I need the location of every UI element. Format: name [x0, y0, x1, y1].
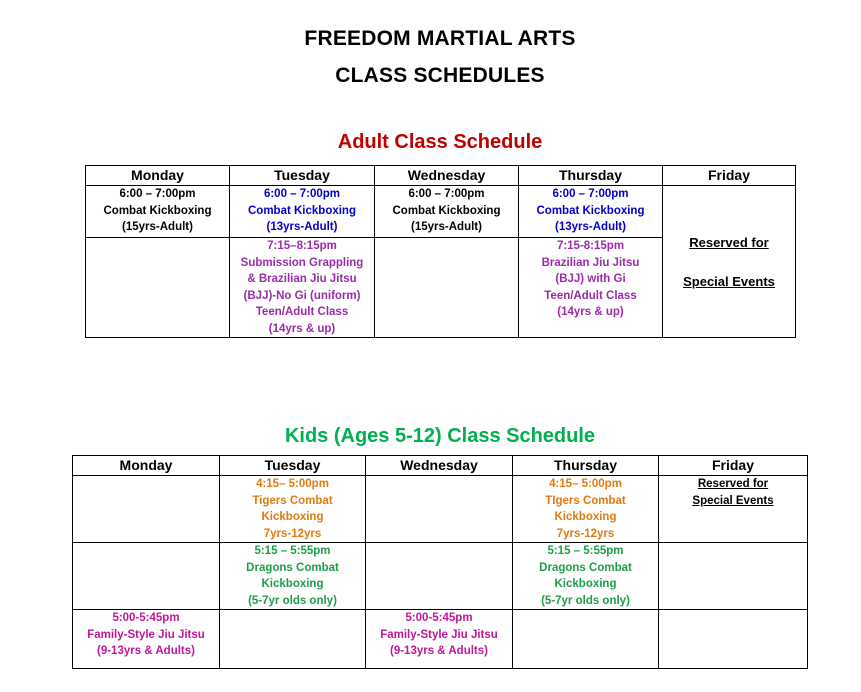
- kids-header-row: [73, 456, 808, 476]
- class-name: Kickboxing: [261, 578, 324, 590]
- kids-row-1: [73, 476, 808, 543]
- class-name: Family-Style Jiu Jitsu: [87, 628, 205, 641]
- adult-wednesday-class: [375, 186, 519, 238]
- class-name: Combat Kickboxing: [392, 204, 501, 217]
- reserved-label: Reserved for: [697, 478, 769, 490]
- kids-wednesday-empty: [366, 476, 513, 543]
- class-time: 5:00-5:45pm: [405, 612, 473, 624]
- reserved-label: Reserved for: [689, 234, 769, 250]
- class-name: Combat Kickboxing: [103, 204, 212, 217]
- kids-friday-empty: [659, 610, 808, 669]
- class-detail: (BJJ)-No Gi (uniform): [243, 289, 361, 302]
- class-name: Dragons Combat: [539, 561, 632, 574]
- kids-header-monday: Monday: [73, 456, 220, 476]
- class-name: Family-Style Jiu Jitsu: [380, 628, 498, 641]
- class-name: Submission Grappling: [240, 256, 364, 269]
- class-ages: (14yrs & up): [268, 322, 336, 335]
- adult-row-1: [86, 186, 796, 238]
- class-time: 5:15 – 5:55pm: [254, 545, 331, 557]
- kids-tuesday-class-2: [220, 543, 366, 610]
- class-time: 6:00 – 7:00pm: [119, 188, 196, 200]
- class-ages: (5-7yr olds only): [248, 594, 337, 607]
- adult-header-wednesday: Wednesday: [375, 166, 519, 186]
- adult-schedule-table: [85, 165, 796, 338]
- adult-header-friday: Friday: [663, 166, 796, 186]
- kids-schedule-table: [72, 455, 808, 669]
- kids-monday-empty: [73, 476, 220, 543]
- adult-thursday-class-2: [519, 238, 663, 338]
- class-ages: (13yrs-Adult): [555, 221, 626, 233]
- class-name: Dragons Combat: [246, 561, 339, 574]
- class-level: Teen/Adult Class: [255, 306, 349, 318]
- kids-thursday-class: [513, 476, 659, 543]
- class-time: 5:00-5:45pm: [112, 612, 180, 624]
- class-time: 4:15– 5:00pm: [549, 478, 622, 490]
- kids-friday-empty: [659, 543, 808, 610]
- adult-header-thursday: Thursday: [519, 166, 663, 186]
- class-ages: (9-13yrs & Adults): [97, 645, 195, 657]
- class-ages: (15yrs-Adult): [122, 221, 193, 233]
- kids-thursday-empty: [513, 610, 659, 669]
- class-ages: (14yrs & up): [557, 306, 624, 318]
- kids-monday-class: [73, 610, 220, 669]
- class-time: 6:00 – 7:00pm: [263, 188, 341, 200]
- special-events-label: Special Events: [692, 494, 774, 507]
- class-ages: 7yrs-12yrs: [263, 527, 322, 540]
- class-time: 4:15– 5:00pm: [256, 478, 329, 490]
- class-time: 6:00 – 7:00pm: [408, 188, 485, 200]
- kids-header-tuesday: Tuesday: [220, 456, 366, 476]
- class-name: Kickboxing: [554, 578, 617, 590]
- kids-thursday-class-2: [513, 543, 659, 610]
- page-title: FREEDOM MARTIAL ARTS: [304, 27, 576, 50]
- adult-header-row: [86, 166, 796, 186]
- special-events-label: Special Events: [683, 273, 775, 289]
- adult-monday-empty: [86, 238, 230, 338]
- adult-tuesday-class-2: [230, 238, 375, 338]
- adult-monday-class: [86, 186, 230, 238]
- adult-tuesday-class: [230, 186, 375, 238]
- adult-schedule-title: Adult Class Schedule: [337, 131, 543, 153]
- class-name: Combat Kickboxing: [248, 204, 356, 217]
- class-name: Kickboxing: [261, 511, 324, 523]
- class-name: Kickboxing: [554, 511, 617, 523]
- class-name: TIgers Combat: [545, 494, 626, 507]
- kids-tuesday-empty: [220, 610, 366, 669]
- adult-wednesday-empty: [375, 238, 519, 338]
- class-time: 5:15 – 5:55pm: [547, 545, 624, 557]
- adult-header-monday: Monday: [86, 166, 230, 186]
- class-time: 6:00 – 7:00pm: [552, 188, 629, 200]
- class-ages: (13yrs-Adult): [266, 221, 338, 233]
- kids-schedule-title: Kids (Ages 5-12) Class Schedule: [284, 425, 596, 447]
- page-subtitle: CLASS SCHEDULES: [335, 64, 545, 87]
- class-time: 7:15-8:15pm: [556, 240, 625, 252]
- kids-header-friday: Friday: [659, 456, 808, 476]
- kids-wednesday-empty: [366, 543, 513, 610]
- kids-tuesday-class: [220, 476, 366, 543]
- class-ages: (15yrs-Adult): [411, 221, 482, 233]
- class-level: Teen/Adult Class: [544, 289, 637, 302]
- kids-header-thursday: Thursday: [513, 456, 659, 476]
- kids-friday-reserved: [659, 476, 808, 543]
- kids-wednesday-class: [366, 610, 513, 669]
- adult-friday-reserved: [663, 186, 796, 338]
- class-ages: (9-13yrs & Adults): [390, 645, 488, 657]
- class-name: Combat Kickboxing: [536, 204, 645, 217]
- kids-header-wednesday: Wednesday: [366, 456, 513, 476]
- adult-thursday-class: [519, 186, 663, 238]
- class-detail: (BJJ) with Gi: [555, 273, 626, 285]
- kids-monday-empty: [73, 543, 220, 610]
- kids-row-2: [73, 543, 808, 610]
- class-time: 7:15–8:15pm: [267, 240, 337, 252]
- class-ages: 7yrs-12yrs: [556, 527, 615, 540]
- class-ages: (5-7yr olds only): [541, 594, 630, 607]
- class-name: & Brazilian Jiu Jitsu: [247, 273, 357, 285]
- kids-row-3: [73, 610, 808, 669]
- class-name: Brazilian Jiu Jitsu: [541, 256, 640, 269]
- class-name: Tigers Combat: [252, 494, 333, 507]
- adult-header-tuesday: Tuesday: [230, 166, 375, 186]
